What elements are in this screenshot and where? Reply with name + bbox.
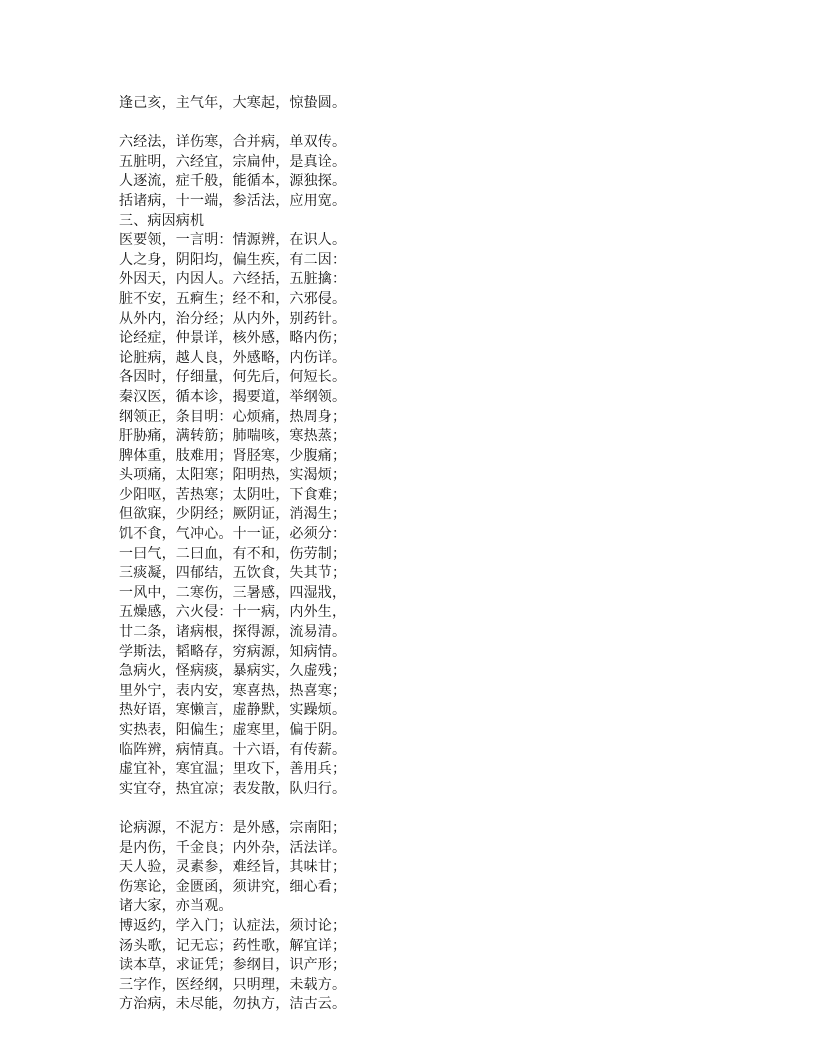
text-line: 学斯法，韬略存，穷病源，知病情。 <box>119 643 347 660</box>
text-line: 五脏明，六经宜，宗扁仲，是真诠。 <box>119 153 347 170</box>
text-line: 括诸病，十一端，参活法，应用宽。 <box>119 192 347 209</box>
text-line: 秦汉医，循本诊，揭要道，举纲领。 <box>119 388 347 405</box>
text-line: 但欲寐，少阴经；厥阴证，消渴生； <box>119 506 347 523</box>
text-line: 方治病，未尽能，勿执方，洁古云。 <box>119 996 347 1013</box>
text-line: 外因天，内因人。六经括，五脏擒： <box>119 271 347 288</box>
text-line: 肝胁痛，满转筋；肺喘咳，寒热蒸； <box>119 428 347 445</box>
text-line: 廿二条，诸病根，探得源，流易清。 <box>119 624 347 641</box>
text-line: 脾体重，肢难用；肾胫寒，少腹痛； <box>119 447 347 464</box>
text-line: 纲领正，条目明：心烦痛，热周身； <box>119 408 347 425</box>
text-line: 三、病因病机 <box>119 212 205 229</box>
text-line: 博返约，学入门；认症法，须讨论； <box>119 917 347 934</box>
text-line: 三字作，医经纲，只明理，未载方。 <box>119 976 347 993</box>
text-line: 诸大家，亦当观。 <box>119 898 233 915</box>
text-line: 脏不安，五痾生；经不和，六邪侵。 <box>119 290 347 307</box>
text-line: 一风中，二寒伤，三暑感，四湿戕， <box>119 584 347 601</box>
text-line: 热好语，寒懒言，虚静默，实躁烦。 <box>119 702 347 719</box>
text-line: 急病火，怪病痰，暴病实，久虚残； <box>119 663 347 680</box>
text-line: 天人验，灵素参，难经旨，其味甘； <box>119 859 347 876</box>
text-line: 虚宜补，寒宜温；里攻下，善用兵； <box>119 761 347 778</box>
blank-line <box>119 114 379 134</box>
blank-line <box>119 799 379 819</box>
text-line: 饥不食，气冲心。十一证，必须分： <box>119 526 347 543</box>
text-line: 是内伤，千金良；内外杂，活法详。 <box>119 839 347 856</box>
text-line: 读本草，求证凭；参纲目，识产形； <box>119 957 347 974</box>
text-line: 人逐流，症千般，能循本，源独探。 <box>119 173 347 190</box>
text-line: 伤寒论，金匮函，须讲究，细心看； <box>119 878 347 895</box>
text-line: 从外内，治分经；从内外，别药针。 <box>119 310 347 327</box>
text-line: 汤头歌，记无忘；药性歌，解宜详； <box>119 937 347 954</box>
text-line: 实宜夺，热宜凉；表发散，队归行。 <box>119 780 347 797</box>
text-line: 六经法，详伤寒，合并病，单双传。 <box>119 134 347 151</box>
text-line: 临阵辨，病情真。十六语，有传薪。 <box>119 741 347 758</box>
text-line: 头项痛，太阳寒；阳明热，实渴烦； <box>119 467 347 484</box>
text-line: 人之身，阴阳均，偏生疾，有二因： <box>119 251 347 268</box>
text-line: 三痰凝，四郁结，五饮食，失其节； <box>119 565 347 582</box>
document-page <box>119 94 379 1015</box>
text-line: 逢己亥，主气年，大寒起，惊蛰圆。 <box>119 95 347 111</box>
text-line: 各因时，仔细量，何先后，何短长。 <box>119 369 347 386</box>
text-line: 少阳呕，苦热寒；太阴吐，下食难； <box>119 486 347 503</box>
text-line: 医要领，一言明：情源辨，在识人。 <box>119 232 347 249</box>
text-line: 论病源，不泥方：是外感，宗南阳； <box>119 819 347 836</box>
text-line: 论经症，仲景详，核外感，略内伤； <box>119 330 347 347</box>
text-line: 实热表，阳偏生；虚寒里，偏于阴。 <box>119 722 347 738</box>
text-line: 论脏病，越人良，外感略，内伤详。 <box>119 349 347 366</box>
text-line: 里外宁，表内安，寒喜热，热喜寒； <box>119 682 347 699</box>
text-line: 五燥感，六火侵：十一病，内外生， <box>119 604 347 621</box>
text-line: 一曰气，二曰血，有不和，伤劳制； <box>119 545 347 562</box>
